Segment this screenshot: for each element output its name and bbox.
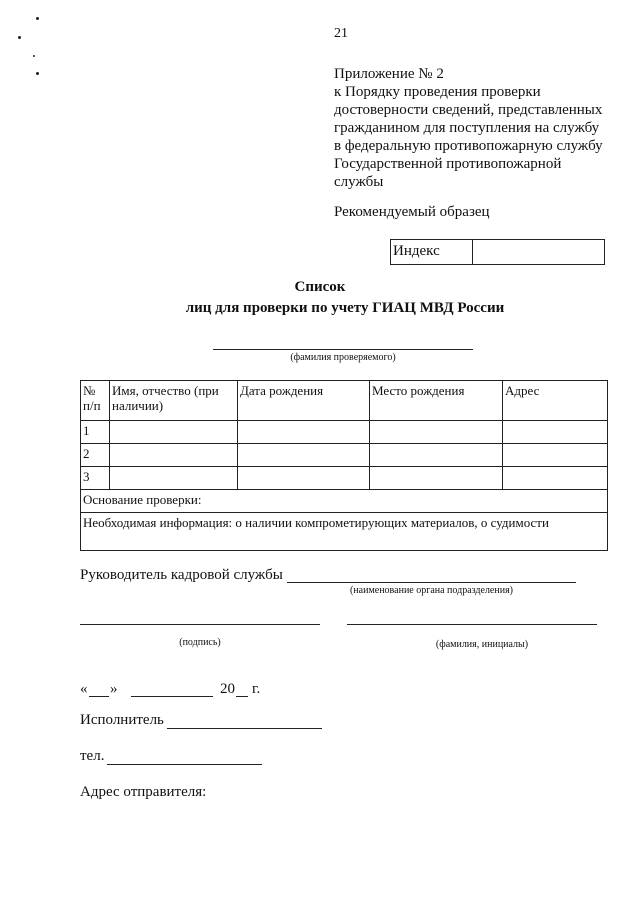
date-open-quote: « xyxy=(80,681,88,697)
phone-line[interactable] xyxy=(107,764,262,765)
margin-mark xyxy=(36,17,39,20)
appendix-line: Приложение № 2 xyxy=(334,66,444,82)
cell-birth-date[interactable] xyxy=(238,467,370,490)
table-row xyxy=(81,421,608,444)
cell-birth-place[interactable] xyxy=(370,444,503,467)
cell-birth-place[interactable] xyxy=(370,421,503,444)
year-suffix: г. xyxy=(252,681,261,697)
index-box xyxy=(390,239,605,265)
appendix-line: службы xyxy=(334,174,384,190)
signature-line[interactable] xyxy=(80,624,320,625)
header-birth-place: Место рождения xyxy=(370,381,503,421)
page-number: 21 xyxy=(334,26,348,41)
index-label: Индекс xyxy=(391,240,473,264)
document-title: Список xyxy=(294,279,346,295)
name-line[interactable] xyxy=(347,624,597,625)
appendix-line: к Порядку проведения проверки xyxy=(334,84,541,100)
header-address: Адрес xyxy=(503,381,608,421)
persons-table xyxy=(80,380,608,551)
margin-mark xyxy=(33,55,35,57)
recommended-sample: Рекомендуемый образец xyxy=(334,204,490,220)
header-number: № п/п xyxy=(81,381,110,421)
signature-caption: (подпись) xyxy=(179,637,221,648)
margin-mark xyxy=(18,36,21,39)
cell-name[interactable] xyxy=(110,421,238,444)
row-number: 2 xyxy=(81,444,110,467)
info-row xyxy=(81,513,608,551)
sender-address-label: Адрес отправителя: xyxy=(80,784,207,800)
table-header-row xyxy=(81,381,608,421)
header-birth-date: Дата рождения xyxy=(238,381,370,421)
surname-caption: (фамилия проверяемого) xyxy=(290,352,396,363)
document-subtitle: лиц для проверки по учету ГИАЦ МВД России xyxy=(185,300,505,316)
appendix-header xyxy=(334,65,619,191)
appendix-line: Государственной противопожарной xyxy=(334,156,562,172)
cell-address[interactable] xyxy=(503,444,608,467)
cell-birth-date[interactable] xyxy=(238,421,370,444)
date-close-quote: » xyxy=(110,681,118,697)
executor-line[interactable] xyxy=(167,728,322,729)
executor-label: Исполнитель xyxy=(80,712,164,728)
org-line[interactable] xyxy=(287,582,576,583)
appendix-line: в федеральную противопожарную службу xyxy=(334,138,603,154)
basis-row xyxy=(81,490,608,513)
head-of-hr-label: Руководитель кадровой службы xyxy=(80,567,283,583)
month-line[interactable] xyxy=(131,696,213,697)
appendix-line: гражданином для поступления на службу xyxy=(334,120,600,136)
day-line[interactable] xyxy=(89,696,109,697)
cell-birth-place[interactable] xyxy=(370,467,503,490)
margin-mark xyxy=(36,72,39,75)
year-prefix: 20 xyxy=(220,681,235,697)
cell-name[interactable] xyxy=(110,444,238,467)
cell-name[interactable] xyxy=(110,467,238,490)
cell-address[interactable] xyxy=(503,467,608,490)
row-number: 3 xyxy=(81,467,110,490)
basis-label: Основание проверки: xyxy=(81,490,608,513)
header-name: Имя, отчество (при наличии) xyxy=(110,381,238,421)
table-row xyxy=(81,467,608,490)
appendix-line: достоверности сведений, представленных xyxy=(334,102,603,118)
table-row xyxy=(81,444,608,467)
org-caption: (наименование органа подразделения) xyxy=(349,585,514,596)
name-caption: (фамилия, инициалы) xyxy=(435,639,529,650)
surname-line[interactable] xyxy=(213,349,473,350)
phone-label: тел. xyxy=(80,748,105,764)
year-line[interactable] xyxy=(236,696,248,697)
index-field[interactable] xyxy=(473,240,604,264)
required-info: Необходимая информация: о наличии компрометирующих материалов, о судимости xyxy=(81,513,608,551)
row-number: 1 xyxy=(81,421,110,444)
cell-birth-date[interactable] xyxy=(238,444,370,467)
cell-address[interactable] xyxy=(503,421,608,444)
